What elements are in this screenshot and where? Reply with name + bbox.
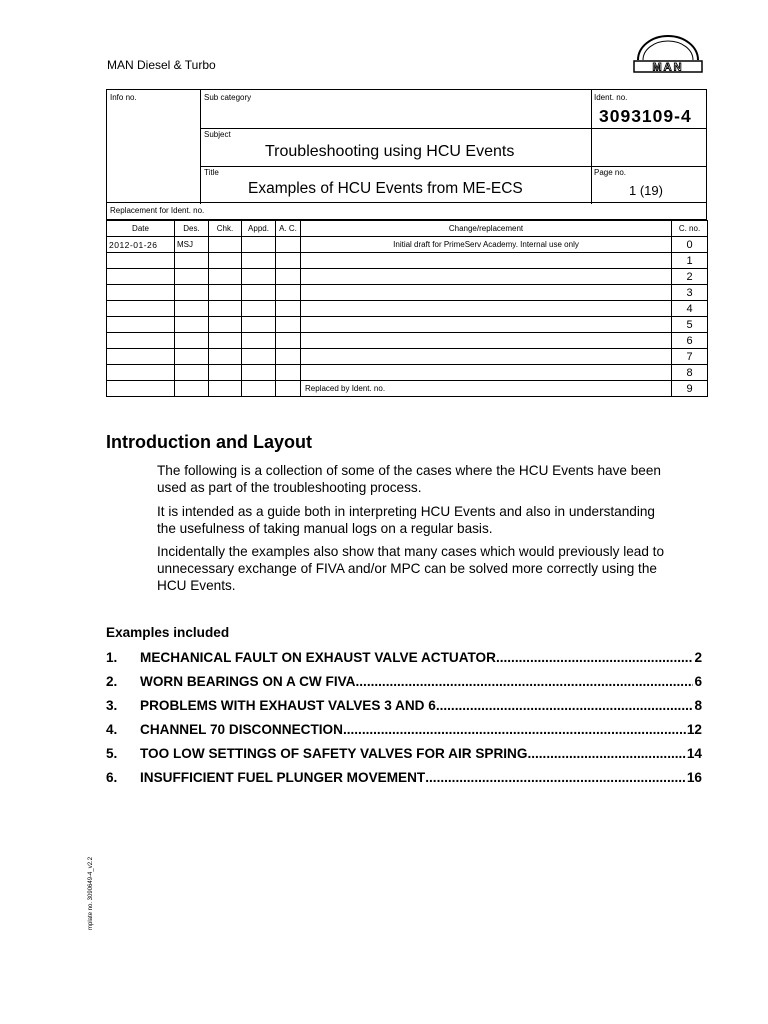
table-row	[107, 301, 708, 317]
toc-page: 8	[694, 698, 702, 713]
row-ac	[276, 285, 301, 301]
table-row	[107, 349, 708, 365]
row-cno: 2	[672, 269, 708, 285]
row-date	[107, 269, 175, 285]
section-heading: Introduction and Layout	[106, 432, 312, 452]
row-ac	[276, 381, 301, 397]
title-value: Examples of HCU Events from ME-ECS	[248, 180, 523, 197]
row-chk	[209, 253, 242, 269]
table-row	[107, 365, 708, 381]
row-cno: 9	[672, 381, 708, 397]
table-row	[107, 333, 708, 349]
revision-header-row	[107, 221, 708, 237]
row-change	[301, 349, 672, 365]
row-ac	[276, 317, 301, 333]
ident-no-label: Ident. no.	[594, 93, 628, 102]
company-name: MAN Diesel & Turbo	[107, 58, 216, 72]
toc-number: 6.	[106, 770, 118, 785]
row-ac	[276, 365, 301, 381]
row-date	[107, 365, 175, 381]
col-appd: Appd.	[242, 221, 276, 237]
row-appd	[242, 365, 276, 381]
toc-page: 2	[694, 650, 702, 665]
row-cno: 3	[672, 285, 708, 301]
row-des	[175, 285, 209, 301]
toc-item-6[interactable]	[106, 770, 702, 788]
row-ac	[276, 269, 301, 285]
row-chk	[209, 333, 242, 349]
row-appd	[242, 269, 276, 285]
row-change	[301, 269, 672, 285]
intro-paragraph-2: It is intended as a guide both in interpreting HCU Events and also in understanding the usefulness of taking manual logs on a regular basis.	[157, 504, 655, 536]
ident-no-value: 3093109-4	[599, 106, 692, 126]
row-change	[301, 253, 672, 269]
col-ac: A. C.	[276, 221, 301, 237]
row-change	[301, 365, 672, 381]
toc-number: 2.	[106, 674, 118, 689]
row-cno: 5	[672, 317, 708, 333]
row-appd	[242, 253, 276, 269]
subcategory-label: Sub category	[204, 93, 252, 102]
intro-paragraph-1: The following is a collection of some of the cases where the HCU Events have been used as part of the troubleshooting process.	[157, 463, 661, 495]
replaced-by-label: Replaced by Ident. no.	[301, 381, 672, 397]
table-row	[107, 237, 708, 253]
replacement-label: Replacement for Ident. no.	[110, 206, 205, 215]
row-date	[107, 381, 175, 397]
toc-page: 12	[686, 722, 702, 737]
row-date	[107, 349, 175, 365]
row-ac	[276, 237, 301, 253]
toc-text: WORN BEARINGS ON A CW FIVA	[140, 674, 356, 689]
row-appd	[242, 285, 276, 301]
row-appd	[242, 333, 276, 349]
row-des	[175, 253, 209, 269]
row-des	[175, 349, 209, 365]
template-note: mplate no. 3090649-4_v2.2	[88, 856, 94, 930]
row-des	[175, 317, 209, 333]
row-des	[175, 301, 209, 317]
page-no-label: Page no.	[594, 168, 627, 177]
col-cno: C. no.	[672, 221, 708, 237]
toc-page: 14	[686, 746, 702, 761]
col-chk: Chk.	[209, 221, 242, 237]
row-change	[301, 333, 672, 349]
row-change	[301, 301, 672, 317]
table-row	[107, 317, 708, 333]
table-row	[107, 253, 708, 269]
col-change: Change/replacement	[301, 221, 672, 237]
replacement-row	[106, 203, 707, 220]
examples-heading: Examples included	[106, 625, 230, 640]
man-logo-icon	[632, 34, 704, 74]
row-ac	[276, 253, 301, 269]
toc-item-4[interactable]	[106, 722, 702, 740]
toc-number: 1.	[106, 650, 118, 665]
toc-text: INSUFFICIENT FUEL PLUNGER MOVEMENT	[140, 770, 426, 785]
row-des	[175, 333, 209, 349]
subject-value: Troubleshooting using HCU Events	[265, 143, 515, 160]
row-chk	[209, 301, 242, 317]
toc-text: CHANNEL 70 DISCONNECTION	[140, 722, 343, 737]
row-chk	[209, 269, 242, 285]
toc-item-3[interactable]	[106, 698, 702, 716]
row-des: MSJ	[175, 237, 209, 253]
toc-page: 16	[686, 770, 702, 785]
row-ac	[276, 333, 301, 349]
row-date	[107, 253, 175, 269]
row-cno: 7	[672, 349, 708, 365]
toc-number: 4.	[106, 722, 118, 737]
page-no-value: 1 (19)	[629, 183, 663, 198]
row-des	[175, 381, 209, 397]
row-chk	[209, 317, 242, 333]
row-date: 2012-01-26	[107, 237, 175, 253]
row-cno: 0	[672, 237, 708, 253]
row-cno: 4	[672, 301, 708, 317]
title-label: Title	[204, 168, 219, 177]
row-chk	[209, 285, 242, 301]
toc-number: 3.	[106, 698, 118, 713]
row-des	[175, 269, 209, 285]
table-row	[107, 285, 708, 301]
row-cno: 8	[672, 365, 708, 381]
row-ac	[276, 349, 301, 365]
row-chk	[209, 237, 242, 253]
row-chk	[209, 349, 242, 365]
row-chk	[209, 365, 242, 381]
toc-page: 6	[694, 674, 702, 689]
toc-number: 5.	[106, 746, 118, 761]
toc-item-1[interactable]	[106, 650, 702, 668]
toc-text: MECHANICAL FAULT ON EXHAUST VALVE ACTUATOR	[140, 650, 496, 665]
toc-text: TOO LOW SETTINGS OF SAFETY VALVES FOR AIR SPRING	[140, 746, 528, 761]
row-appd	[242, 301, 276, 317]
row-change	[301, 285, 672, 301]
row-date	[107, 317, 175, 333]
intro-paragraph-3: Incidentally the examples also show that many cases which would previously lead to unnecessary exchange of FIVA and/or MPC can be solved more correctly using the HCU Events.	[157, 544, 665, 593]
row-date	[107, 333, 175, 349]
table-row	[107, 381, 708, 397]
row-change	[301, 317, 672, 333]
row-appd	[242, 349, 276, 365]
row-des	[175, 365, 209, 381]
toc-item-2[interactable]	[106, 674, 702, 692]
table-row	[107, 269, 708, 285]
col-date: Date	[107, 221, 175, 237]
row-cno: 6	[672, 333, 708, 349]
revision-table	[106, 220, 708, 397]
toc-item-5[interactable]	[106, 746, 702, 764]
row-appd	[242, 237, 276, 253]
row-ac	[276, 301, 301, 317]
row-chk	[209, 381, 242, 397]
logo-text: MAN	[652, 61, 684, 74]
subject-label: Subject	[204, 130, 231, 139]
row-appd	[242, 317, 276, 333]
row-date	[107, 285, 175, 301]
row-appd	[242, 381, 276, 397]
row-date	[107, 301, 175, 317]
row-cno: 1	[672, 253, 708, 269]
info-no-label: Info no.	[110, 93, 137, 102]
row-change: Initial draft for PrimeServ Academy. Internal use only	[301, 237, 672, 253]
col-des: Des.	[175, 221, 209, 237]
toc-text: PROBLEMS WITH EXHAUST VALVES 3 AND 6	[140, 698, 436, 713]
